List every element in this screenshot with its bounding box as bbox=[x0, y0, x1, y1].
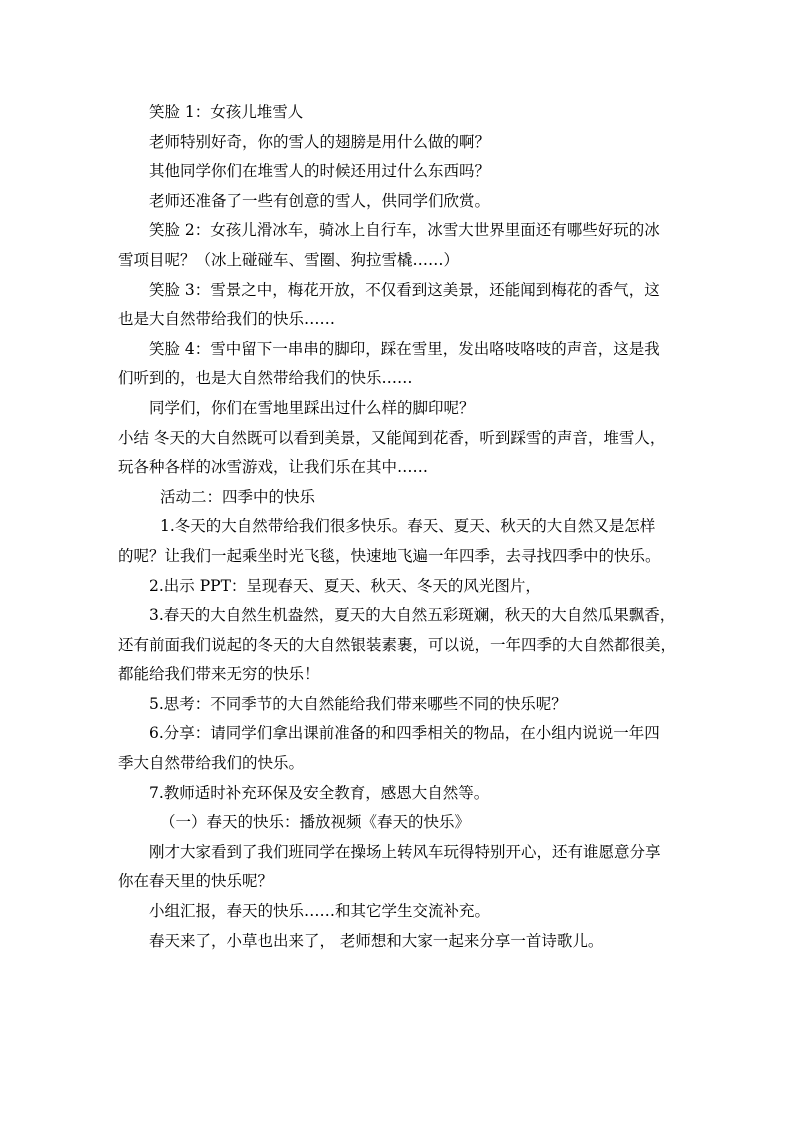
text-line: 笑脸 2：女孩儿滑冰车，骑冰上自行车，冰雪大世界里面还有哪些好玩的冰 bbox=[149, 221, 660, 240]
text-line: 玩各种各样的冰雪游戏，让我们乐在其中…… bbox=[118, 458, 429, 477]
text-line: 小结 冬天的大自然既可以看到美景，又能闻到花香，听到踩雪的声音，堆雪人， bbox=[118, 428, 666, 447]
text-line: 其他同学你们在堆雪人的时候还用过什么东西吗？ bbox=[149, 162, 491, 181]
text-line: 7.教师适时补充环保及安全教育，感恩大自然等。 bbox=[149, 783, 490, 802]
text-line: 的呢？让我们一起乘坐时光飞毯，快速地飞遍一年四季，去寻找四季中的快乐。 bbox=[118, 546, 661, 565]
text-line: 都能给我们带来无穷的快乐！ bbox=[118, 665, 320, 684]
text-line: 笑脸 3：雪景之中，梅花开放，不仅看到这美景，还能闻到梅花的香气，这 bbox=[149, 280, 660, 299]
document-body bbox=[118, 98, 678, 956]
text-line: 同学们，你们在雪地里踩出过什么样的脚印呢？ bbox=[149, 398, 475, 417]
text-line: 也是大自然带给我们的快乐…… bbox=[118, 310, 336, 329]
text-line: 2.出示 PPT：呈现春天、夏天、秋天、冬天的风光图片， bbox=[149, 576, 541, 595]
text-line: 笑脸 4：雪中留下一串串的脚印，踩在雪里，发出咯吱咯吱的声音，这是我 bbox=[149, 339, 660, 358]
text-line: 笑脸 1：女孩儿堆雪人 bbox=[149, 103, 304, 121]
text-line: 们听到的，也是大自然带给我们的快乐…… bbox=[118, 369, 413, 388]
text-line: 雪项目呢？（冰上碰碰车、雪圈、狗拉雪橇……） bbox=[118, 250, 460, 269]
text-line: 5.思考：不同季节的大自然能给我们带来哪些不同的快乐呢？ bbox=[149, 694, 567, 713]
text-line: 3.春天的大自然生机盎然，夏天的大自然五彩斑斓，秋天的大自然瓜果飘香， bbox=[149, 606, 676, 625]
text-line: 老师还准备了一些有创意的雪人，供同学们欣赏。 bbox=[149, 191, 491, 210]
text-line: 春天来了，小草也出来了， 老师想和大家一起来分享一首诗歌儿。 bbox=[149, 931, 604, 950]
text-line: 还有前面我们说起的冬天的大自然银装素裹，可以说，一年四季的大自然都很美， bbox=[118, 635, 677, 654]
text-line: 季大自然带给我们的快乐。 bbox=[118, 754, 305, 773]
text-line: 6.分享：请同学们拿出课前准备的和四季相关的物品，在小组内说说一年四 bbox=[149, 724, 660, 743]
text-line: （一）春天的快乐：播放视频《春天的快乐》 bbox=[160, 813, 471, 832]
text-line: 你在春天里的快乐呢？ bbox=[118, 872, 274, 891]
text-line: 1.冬天的大自然带给我们很多快乐。春天、夏天、秋天的大自然又是怎样 bbox=[160, 517, 656, 536]
text-line: 活动二：四季中的快乐 bbox=[160, 487, 316, 506]
text-line: 老师特别好奇，你的雪人的翅膀是用什么做的啊？ bbox=[149, 132, 491, 151]
text-line: 小组汇报，春天的快乐……和其它学生交流补充。 bbox=[149, 902, 491, 921]
text-line: 刚才大家看到了我们班同学在操场上转风车玩得特别开心，还有谁愿意分享 bbox=[149, 842, 661, 861]
